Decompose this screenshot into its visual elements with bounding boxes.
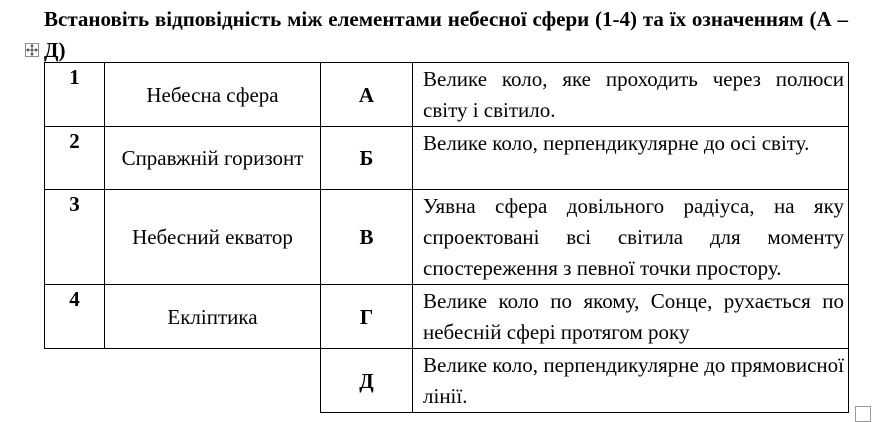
definition-text[interactable]: Велике коло, перпендикулярне до осі світу. [413,127,849,190]
definition-text[interactable]: Велике коло по якому, Сонце, рухається по небесній сфері протягом року [413,285,849,349]
matching-table [44,62,849,413]
definition-letter[interactable]: А [321,63,413,127]
table-row [45,190,849,285]
definition-letter[interactable]: В [321,190,413,285]
definition-letter[interactable]: Г [321,285,413,349]
definition-letter[interactable]: Б [321,127,413,190]
row-number[interactable]: 4 [45,285,105,349]
table-row [45,349,849,413]
element-term[interactable]: Справжній горизонт [105,127,321,190]
table-row [45,285,849,349]
row-number[interactable]: 1 [45,63,105,127]
table-row [45,63,849,127]
table-resize-handle-icon[interactable] [855,406,871,422]
definition-text[interactable]: Велике коло, перпендикулярне до прямовисної лінії. [413,349,849,413]
definition-text[interactable]: Уявна сфера довільного радіуса, на яку спроектовані всі світила для моменту спостереження з певної точки простору. [413,190,849,285]
definition-letter[interactable]: Д [321,349,413,413]
task-prompt: Встановіть відповідність між елементами небесної сфери (1-4) та їх означенням (А – Д) [44,7,848,62]
row-number[interactable]: 3 [45,190,105,285]
element-term[interactable]: Екліптика [105,285,321,349]
table-move-handle-icon[interactable] [25,43,39,57]
table-row [45,127,849,190]
empty-cell [105,349,321,413]
element-term[interactable]: Небесна сфера [105,63,321,127]
element-term[interactable]: Небесний екватор [105,190,321,285]
empty-cell [45,349,105,413]
definition-text[interactable]: Велике коло, яке проходить через полюси світу і світило. [413,63,849,127]
row-number[interactable]: 2 [45,127,105,190]
